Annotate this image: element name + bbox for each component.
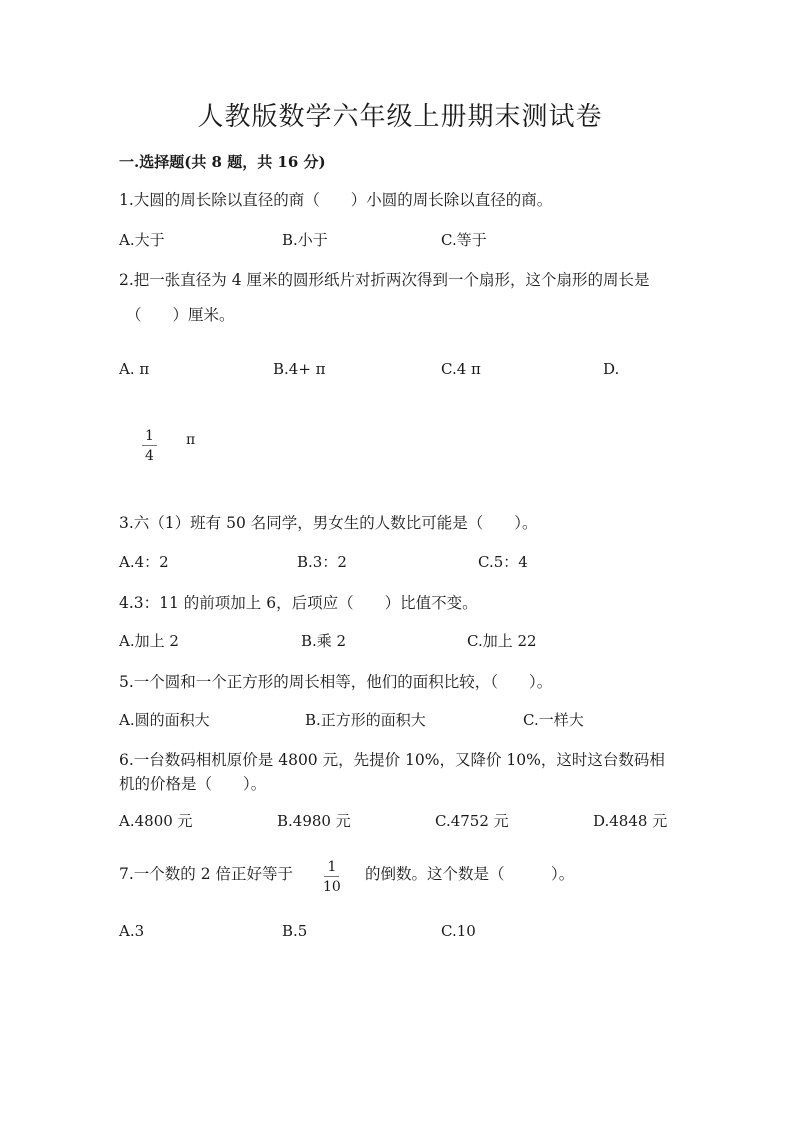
question-5-option-b: B.正方形的面积大 <box>305 711 426 729</box>
question-5-text: 5.一个圆和一个正方形的周长相等，他们的面积比较，（ ）。 <box>119 673 553 691</box>
question-7-option-a: A.3 <box>119 922 145 940</box>
question-7-text-after: 的倒数。这个数是（ ）。 <box>365 865 575 883</box>
question-1-text: 1.大圆的周长除以直径的商（ ）小圆的周长除以直径的商。 <box>119 191 553 209</box>
fraction-denominator: 4 <box>145 448 154 464</box>
question-6-text-line-2: 机的价格是（ ）。 <box>119 775 267 793</box>
question-2-option-a: A. π <box>119 360 150 378</box>
question-1-option-a: A.大于 <box>119 231 165 249</box>
question-2-text-line-2: （ ）厘米。 <box>126 306 235 324</box>
question-1-option-b: B.小于 <box>282 231 328 249</box>
question-4-option-c: C.加上 22 <box>467 632 537 650</box>
question-2-option-c: C.4 π <box>441 360 481 378</box>
question-4-option-b: B.乘 2 <box>301 632 347 650</box>
question-4-text: 4.3：11 的前项加上 6，后项应（ ）比值不变。 <box>119 594 478 612</box>
question-6-option-b: B.4980 元 <box>277 812 351 830</box>
question-6-text-line-1: 6.一台数码相机原价是 4800 元，先提价 10%，又降价 10%，这时这台数码相 <box>119 751 665 769</box>
question-2-text-line-1: 2.把一张直径为 4 厘米的圆形纸片对折两次得到一个扇形，这个扇形的周长是 <box>119 271 650 289</box>
question-2-option-d: D. <box>603 360 620 378</box>
question-3-option-a: A.4：2 <box>119 553 169 571</box>
question-6-option-c: C.4752 元 <box>435 812 509 830</box>
question-2-option-b: B.4+ π <box>273 360 326 378</box>
question-7-fraction <box>323 856 341 894</box>
section-heading: 一.选择题(共 8 题，共 16 分) <box>119 153 326 171</box>
question-5-option-a: A.圆的面积大 <box>119 711 210 729</box>
question-6-option-a: A.4800 元 <box>119 812 193 830</box>
fraction-numerator: 1 <box>142 429 157 446</box>
question-1-option-c: C.等于 <box>441 231 487 249</box>
question-2-option-d-pi: π <box>186 432 196 448</box>
question-4-option-a: A.加上 2 <box>119 632 179 650</box>
question-7-text-before: 7.一个数的 2 倍正好等于 <box>119 865 294 883</box>
question-3-option-b: B.3：2 <box>297 553 347 571</box>
question-6-option-d: D.4848 元 <box>593 812 668 830</box>
fraction-numerator: 1 <box>324 860 339 877</box>
question-2-option-d-fraction <box>142 425 157 463</box>
question-7-option-b: B.5 <box>282 922 308 940</box>
question-7-option-c: C.10 <box>441 922 476 940</box>
question-3-text: 3.六（1）班有 50 名同学，男女生的人数比可能是（ ）。 <box>119 514 538 532</box>
question-3-option-c: C.5：4 <box>478 553 528 571</box>
page-title: 人教版数学六年级上册期末测试卷 <box>197 102 603 132</box>
fraction-denominator: 10 <box>323 879 341 895</box>
question-5-option-c: C.一样大 <box>523 711 584 729</box>
